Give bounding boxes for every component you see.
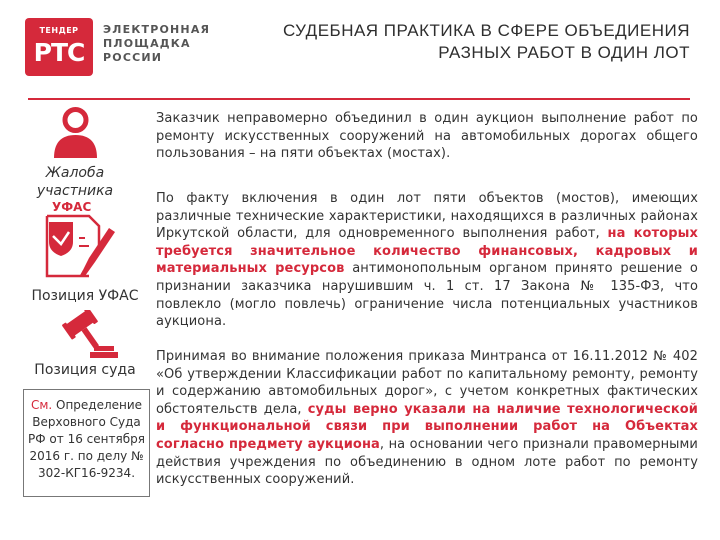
ref-line-3: РФ от 16 сентября bbox=[28, 432, 145, 446]
ref-line-4: 2016 г. по делу № bbox=[29, 449, 144, 463]
paragraph-ufas-part-2: антимонопольным органом принято решение о признании заказчика нарушившим ч. 1 ст. 17 Закона № 135-ФЗ, что повлекло (могло повлечь) ограничение числа потенциальных участников аукциона. bbox=[156, 261, 698, 330]
page-title bbox=[210, 20, 690, 64]
ufas-badge-text: УФАС bbox=[52, 200, 92, 214]
paragraph-court-part-2: , на основании чего признали правомерными действия учреждения по объединению в одном лоте работ по ремонту искусственных сооружений. bbox=[156, 436, 698, 488]
header-divider bbox=[28, 98, 690, 100]
paragraph-complaint: Заказчик неправомерно объединил в один аукцион выполнение работ по ремонту искусственных сооружений на автомобильных дорогах общего пользования – на пяти объектах (мостах). bbox=[156, 111, 698, 162]
gavel-icon bbox=[60, 310, 120, 360]
paragraph-ufas-highlight: на которых требуется значительное количество финансовых, кадровых и материальных ресурсов bbox=[156, 226, 698, 277]
logo-line-1: ЭЛЕКТРОННАЯ bbox=[103, 23, 211, 36]
paragraph-ufas-part-1: По факту включения в один лот пяти объектов (мостов), имеющих различные технические характеристики, находящихся в различных районах Иркутской области, для одновременного выполнения работ, bbox=[156, 191, 698, 242]
page-title-line-2: РАЗНЫХ РАБОТ В ОДИН ЛОТ bbox=[438, 43, 690, 62]
logo-wordmark bbox=[103, 23, 210, 65]
logo-tender-text: ТЕНДЕР bbox=[39, 26, 79, 35]
page-title-line-1: СУДЕБНАЯ ПРАКТИКА В СФЕРЕ ОБЪЕДИЕНИЯ bbox=[282, 21, 690, 40]
ref-line-1 bbox=[26, 397, 147, 414]
ref-line-2: Верховного Суда bbox=[32, 415, 141, 429]
ref-line-5: 302-КГ16-9234. bbox=[37, 466, 136, 480]
complaint-label bbox=[20, 164, 130, 200]
ref-text-1: Определение bbox=[52, 398, 143, 412]
sidebar bbox=[20, 102, 155, 532]
court-reference-box bbox=[23, 389, 150, 497]
court-label: Позиция суда bbox=[34, 362, 136, 378]
logo-rts-text: РТС bbox=[33, 38, 85, 67]
ufas-label: Позиция УФАС bbox=[31, 288, 139, 304]
logo-line-3: РОССИИ bbox=[103, 51, 163, 64]
ufas-document-icon bbox=[43, 198, 118, 278]
ref-see: См. bbox=[30, 398, 53, 412]
complaint-label-line-2: участника bbox=[36, 183, 114, 199]
logo-badge bbox=[25, 18, 93, 76]
complaint-label-line-1: Жалоба bbox=[45, 165, 105, 181]
paragraph-court-part-1: Принимая во внимание положения приказа Минтранса от 16.11.2012 № 402 «Об утверждении Классификации работ по капитальному ремонту, ремонту и содержанию автомобильных дорог», с учетом конкретных фактических обстоятельств дела, bbox=[156, 349, 698, 417]
paragraph-ufas bbox=[156, 190, 698, 331]
logo-line-2: ПЛОЩАДКА bbox=[103, 37, 191, 50]
user-icon bbox=[48, 106, 103, 161]
paragraph-court bbox=[156, 348, 698, 489]
paragraph-court-highlight: суды верно указали на наличие технологической и функциональной связи при выполнении работ на Объектах согласно предмету аукциона bbox=[156, 401, 698, 452]
